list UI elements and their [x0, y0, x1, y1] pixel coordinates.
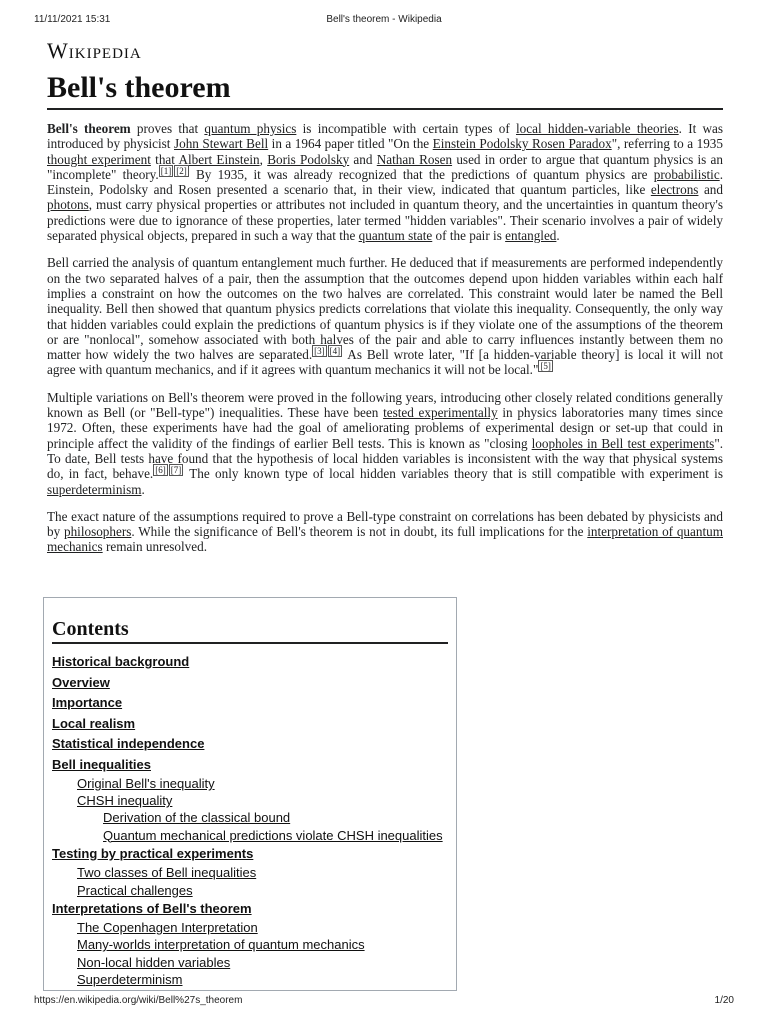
link-quantum-physics[interactable]: quantum physics [204, 121, 297, 136]
link-interpretation-qm[interactable]: interpretation of quantum mechanics [47, 524, 723, 555]
print-page-number: 1/20 [714, 995, 734, 1006]
print-page-title: Bell's theorem - Wikipedia [326, 14, 442, 25]
link-superdeterminism[interactable]: superdeterminism [47, 481, 142, 497]
link-thought-experiment[interactable]: thought experiment [47, 151, 151, 167]
print-footer [34, 995, 734, 1009]
link-philosophers[interactable]: philosophers [63, 524, 132, 540]
toc-list [52, 652, 448, 988]
toc-item-statistical-independence[interactable]: Statistical independence [52, 736, 205, 751]
link-nathan-rosen[interactable]: Nathan Rosen [376, 151, 453, 167]
paragraph-bell-analysis: Bell carried the analysis of quantum entanglement much further. He deduced that if measurements are performed independently on the two separated halves of a pair, then the assumption that the outcomes depend upon hidden variables within each half implies a constraint on how the outcomes on the two halves are correlated. This constraint would later be named the Bell inequality. Bell then showed that quantum physics predicts correlations that violate this inequality. Consequently, the only way that hidden variables could explain the predictions of quantum physics is if they violate one of the assumptions of the theorem or are "nonlocal", somehow associated with both halves of the pair and able to carry influences instantly between them no matter how widely the two halves are separated. [3] [4] As Bell wrote later, "If [a hidden-variable theory] is local it will not agree with quantum mechanics, and if it agrees with quantum mechanics it will not be local." [5] [47, 255, 723, 378]
toc-item-chsh-inequality[interactable]: CHSH inequality [77, 793, 173, 809]
article-body [47, 121, 723, 567]
wikipedia-logo[interactable]: Wikipedia [47, 38, 142, 63]
link-epr-paradox[interactable]: Einstein Podolsky Rosen Paradox [432, 136, 612, 152]
toc-item-copenhagen[interactable]: The Copenhagen Interpretation [77, 920, 258, 936]
table-of-contents [43, 597, 457, 991]
toc-item-two-classes[interactable]: Two classes of Bell inequalities [77, 865, 257, 881]
print-header [34, 14, 734, 28]
bold-term: Bell's theorem [47, 121, 131, 136]
toc-title: Contents [52, 618, 448, 644]
toc-item-importance[interactable]: Importance [52, 695, 123, 710]
paragraph-assumptions: The exact nature of the assumptions required to prove a Bell-type constraint on correlations has been debated by physicists and by philosophers. While the significance of Bell's theorem is not in doubt, its full implications for the interpretation of quantum mechanics remain unresolved. [47, 508, 723, 555]
toc-item-non-local-hidden-variables[interactable]: Non-local hidden variables [77, 954, 231, 970]
citation-1[interactable]: [1] [2] [160, 165, 187, 176]
toc-item-interpretations[interactable]: Interpretations of Bell's theorem [52, 900, 252, 916]
toc-item-local-realism[interactable]: Local realism [52, 715, 136, 731]
link-electrons[interactable]: electrons [650, 182, 699, 198]
paragraph-intro: Bell's theorem proves that quantum physics is incompatible with certain types of local hidden-variable theories. It was introduced by physicist John Stewart Bell in a 1964 paper titled "On the Einstein Podolsky Rosen Paradox", referring to a 1935 thought experiment that Albert Einstein, Boris Podolsky and Nathan Rosen used in order to argue that quantum physics is an "incomplete" theory. [1] [2] By 1935, it was already recognized that the predictions of quantum physics are probabilistic. Einstein, Podolsky and Rosen presented a scenario that, in their view, indicated that quantum particles, like electrons and photons, must carry physical properties or attributes not included in quantum theory, and the uncertainties in quantum theory's predictions were due to ignorance of these properties, later termed "hidden variables". Their scenario involves a pair of widely separated physical objects, prepared in such a way that the quantum state of the pair is entangled. [47, 121, 724, 244]
toc-item-superdeterminism[interactable]: Superdeterminism [77, 971, 183, 987]
link-loopholes[interactable]: loopholes in Bell test experiments [531, 435, 715, 451]
toc-item-bell-inequalities[interactable]: Bell inequalities [52, 756, 151, 772]
toc-item-practical-challenges[interactable]: Practical challenges [77, 882, 193, 898]
print-date: 11/11/2021 15:31 [34, 14, 111, 25]
toc-item-historical-background[interactable]: Historical background [52, 654, 190, 669]
link-john-stewart-bell[interactable]: John Stewart Bell [173, 136, 269, 152]
citation-6[interactable]: [6] [7] [155, 464, 182, 475]
link-boris-podolsky[interactable]: Boris Podolsky [267, 151, 350, 167]
page-title: Bell's theorem [47, 70, 723, 110]
link-probabilistic[interactable]: probabilistic [653, 166, 720, 182]
link-albert-einstein[interactable]: Albert Einstein [178, 151, 260, 167]
print-url: https://en.wikipedia.org/wiki/Bell%27s_theorem [34, 995, 243, 1006]
toc-item-original-bells-inequality[interactable]: Original Bell's inequality [77, 776, 215, 791]
link-entangled[interactable]: entangled [505, 228, 557, 244]
toc-item-qm-predictions-violate-chsh[interactable]: Quantum mechanical predictions violate CHSH inequalities [103, 827, 443, 843]
link-tested-experimentally[interactable]: tested experimentally [383, 405, 498, 421]
link-local-hidden-variable-theories[interactable]: local hidden-variable theories [515, 121, 679, 136]
citation-5[interactable]: [5] [540, 361, 551, 372]
paragraph-variations: Multiple variations on Bell's theorem were proved in the following years, introducing other closely related conditions generally known as Bell (or "Bell-type") inequalities. These have been tested experimentally in physics laboratories many times since 1972. Often, these experiments have had the goal of ameliorating problems of experimental design or set-up that could in principle affect the validity of the findings of earlier Bell tests. This is known as "closing loopholes in Bell test experiments". To date, Bell tests have found that the hypothesis of local hidden variables is inconsistent with the way that physical systems do, in fact, behave. [6] [7] The only known type of local hidden variables theory that is still compatible with experiment is superdeterminism. [47, 389, 723, 497]
toc-item-derivation-classical-bound[interactable]: Derivation of the classical bound [103, 810, 291, 826]
citation-3[interactable]: [3] [4] [314, 345, 341, 356]
toc-item-overview[interactable]: Overview [52, 674, 110, 690]
link-quantum-state[interactable]: quantum state [358, 228, 433, 244]
toc-item-many-worlds[interactable]: Many-worlds interpretation of quantum mechanics [77, 937, 365, 953]
toc-item-testing-by-practical-experiments[interactable]: Testing by practical experiments [52, 845, 254, 861]
link-photons[interactable]: photons [47, 197, 89, 213]
